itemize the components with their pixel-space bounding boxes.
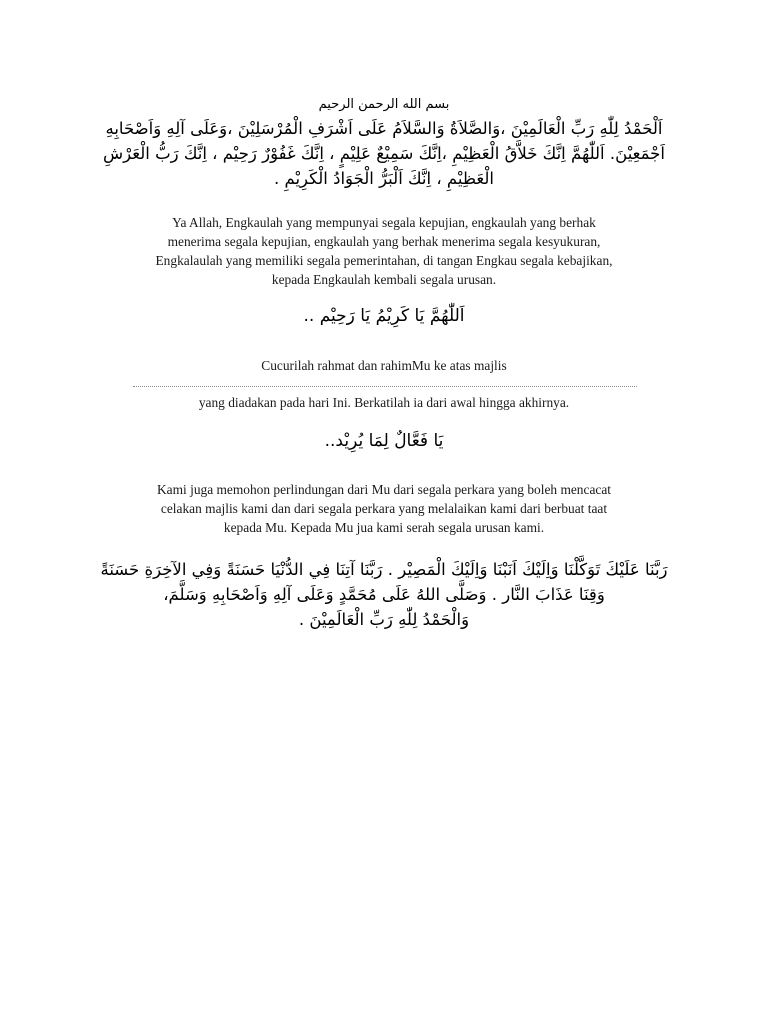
majlis-line-1: Cucurilah rahmat dan rahimMu ke atas majlis [261, 358, 507, 373]
closing-prayer-line: وَقِنَا عَذَابَ النَّار . وَصَلَّى اللهُ عَلَى مُحَمَّدٍ وَعَلَى آلِهِ وَاَصْحَابِهِ وَسَلَّمَ، [163, 585, 605, 604]
opening-prayer-line: الْعَظِيْمِ ، اِنَّكَ اَلْبَرُّ الْجَوَادُ الْكَرِيْمِ . [273, 169, 494, 188]
dotted-divider [133, 386, 637, 387]
translation-line: celakan majlis kami dan dari segala perkara yang melalaikan kami dari berbuat taat [160, 501, 608, 516]
opening-prayer-line: اَجْمَعِيْنَ. اَللّٰهُمَّ اِنَّكَ خَلاَّقُ الْعَظِيْمِ ،اِنَّكَ سَمِيْعٌ عَلِيْمٍ ، اِنَّكَ غَفُوْرٌ رَحِيْم ، اِنَّكَ رَبُّ الْعَرْشِ [103, 144, 665, 163]
opening-prayer [96, 116, 672, 191]
closing-prayer-line: رَبَّنَا عَلَيْكَ تَوَكَّلْنَا وَاِلَيْكَ اَنَبْنَا وَاِلَيْكَ الْمَصِيْر . رَبَّنَا آتِنَا فِي الدُّنْيَا حَسَنَةً وَفِي الآخِرَةِ حَسَنَةً [100, 560, 668, 579]
closing-prayer [96, 557, 672, 632]
closing-prayer-line: وَالْحَمْدُ لِلّٰهِ رَبِّ الْعَالَمِيْنَ . [298, 610, 470, 629]
majlis-line-2: yang diadakan pada hari Ini. Berkatilah ia dari awal hingga akhirnya. [198, 395, 570, 410]
translation-line: Ya Allah, Engkaulah yang mempunyai segala kepujian, engkaulah yang berhak [172, 215, 596, 230]
invocation-ya-karim: اَللّٰهُمَّ يَا كَرِيْمُ يَا رَحِيْم .. [303, 306, 465, 326]
invocation-ya-faal: يَا فَعَّالٌ لِمَا يُرِيْد.. [324, 431, 444, 451]
translation-line: Kami juga memohon perlindungan dari Mu dari segala perkara yang boleh mencacat [157, 482, 611, 497]
translation-paragraph-1 [96, 213, 672, 289]
translation-line: kepada Mu. Kepada Mu jua kami serah segala urusan kami. [223, 520, 545, 535]
basmala: بسم الله الرحمن الرحيم [318, 97, 450, 112]
translation-line: menerima segala kepujian, engkaulah yang berhak menerima segala kesyukuran, [167, 234, 601, 249]
opening-prayer-line: اَلْحَمْدُ لِلّٰهِ رَبِّ الْعَالَمِيْنَ ،وَالصَّلاَةُ وَالسَّلاَمُ عَلَى اَشْرَفِ الْمُرْسَلِيْنَ ،وَعَلَى آلِهِ وَاَصْحَابِهِ [105, 119, 663, 138]
translation-line: Engkalaulah yang memiliki segala pemerintahan, di tangan Engkau segala kebajikan, [155, 253, 613, 268]
translation-paragraph-2 [96, 480, 672, 537]
translation-line: kepada Engkaulah kembali segala urusan. [271, 272, 497, 287]
